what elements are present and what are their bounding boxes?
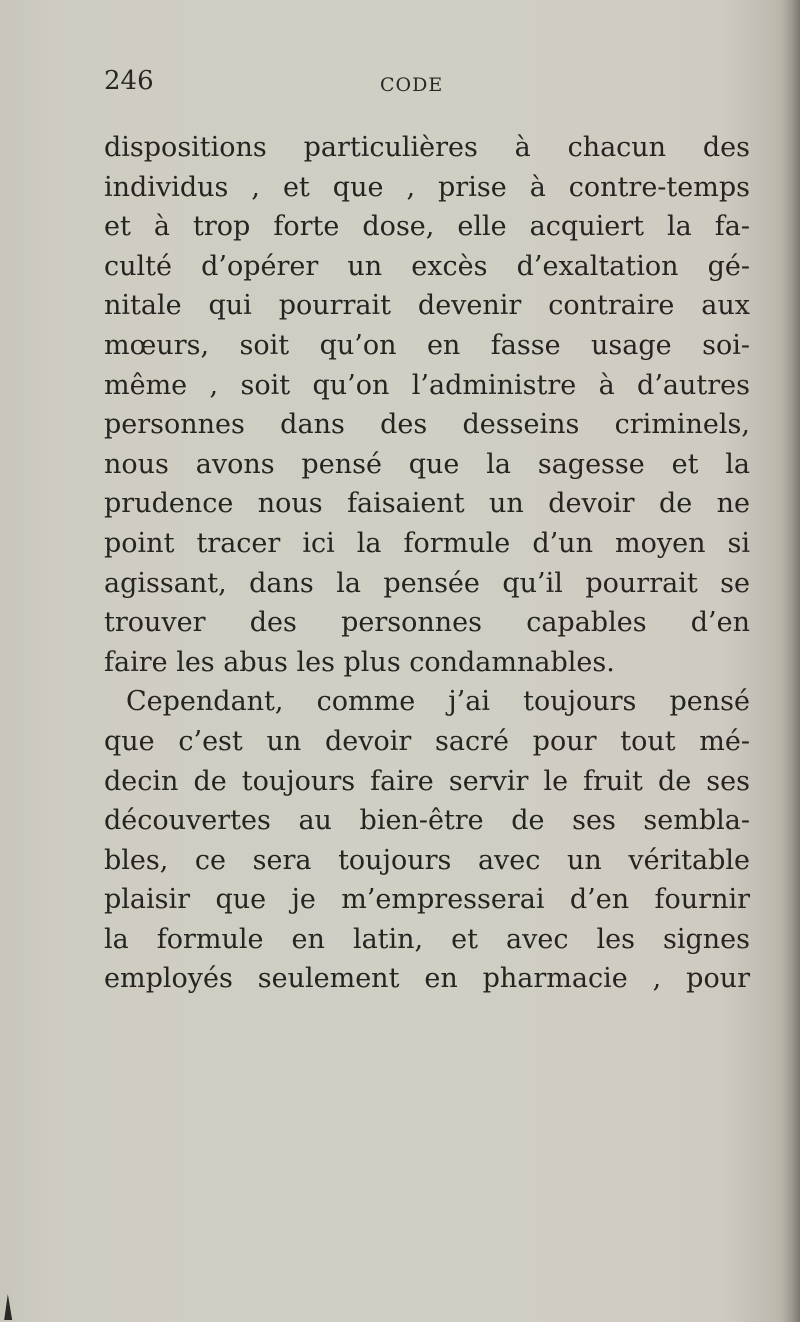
text-line: employés seulement en pharmacie , pour [104, 963, 750, 995]
text-line: prudence nous faisaient un devoir de ne [104, 488, 750, 520]
text-line: plaisir que je m’empresserai d’en fournir [104, 884, 750, 916]
text-line: personnes dans des desseins criminels, [104, 409, 750, 441]
text-line: faire les abus les plus condamnables. [104, 646, 615, 678]
text-line: mœurs, soit qu’on en fasse usage soi- [104, 329, 750, 361]
text-line: bles, ce sera toujours avec un véritable [104, 844, 750, 876]
text-line: culté d’opérer un excès d’exaltation gé- [104, 250, 750, 282]
text-line: point tracer ici la formule d’un moyen si [104, 527, 750, 559]
text-line: agissant, dans la pensée qu’il pourrait se [104, 567, 750, 599]
text-line: Cependant, comme j’ai toujours pensé [126, 686, 750, 718]
page-header [0, 66, 800, 106]
text-line: nous avons pensé que la sagesse et la [104, 448, 750, 480]
body-text [104, 128, 750, 999]
text-line: individus , et que , prise à contre-temps [104, 171, 750, 203]
running-head: CODE [380, 74, 444, 96]
text-line: trouver des personnes capables d’en [104, 607, 750, 639]
text-line: decin de toujours faire servir le fruit de ses [104, 765, 750, 797]
page-edge-shadow [782, 0, 800, 1322]
text-line: même , soit qu’on l’administre à d’autres [104, 369, 750, 401]
text-line: et à trop forte dose, elle acquiert la fa- [104, 211, 750, 243]
text-line: dispositions particulières à chacun des [104, 132, 750, 163]
text-line: découvertes au bien-être de ses sembla- [104, 805, 750, 837]
text-line: que c’est un devoir sacré pour tout mé- [104, 725, 750, 757]
corner-mark [4, 1294, 16, 1320]
text-line: la formule en latin, et avec les signes [104, 923, 750, 955]
page-number: 246 [104, 66, 154, 96]
text-line: nitale qui pourrait devenir contraire aux [104, 290, 750, 322]
